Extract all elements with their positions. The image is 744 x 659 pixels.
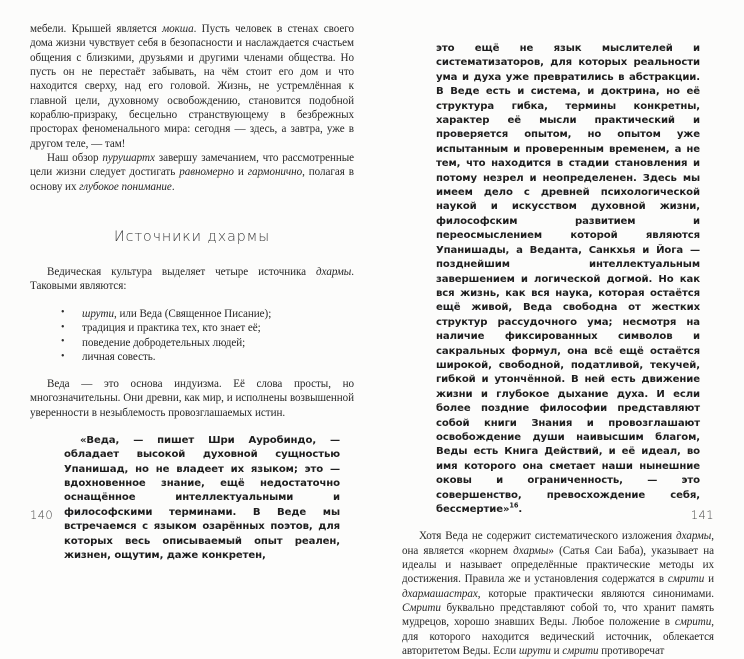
right-page-text-column	[402, 22, 714, 659]
quote-part2-tail: .	[518, 504, 523, 515]
para2-text-b: завершу замечанием, что рассмотренные цели жизни следует достигать	[30, 152, 354, 179]
list-item-0-text: , или Веда (Священное Писание);	[114, 307, 272, 320]
section-heading: Источники дхармы	[114, 229, 270, 246]
quote-text-part2	[436, 42, 700, 517]
para5-italic-smriti-1: смрити	[667, 573, 705, 586]
list-item-3-text: личная совесть.	[82, 351, 156, 364]
paragraph-four-sources-intro	[30, 265, 354, 294]
para5-italic-smriti-4: смрити	[562, 645, 599, 658]
page-number-right: 141	[690, 508, 714, 522]
pull-quote-aurobindo-part1	[30, 434, 354, 564]
list-item	[61, 307, 354, 322]
para1-text-b: . Пусть человек в стенах своего дома жизни чувствует себя в безопасности и наслаждается счастьем общения с близкими, друзьями и другими членами общества. Но пусть он не перестаёт забывать, на чём стоит его дом и что находится сверху, над его головой. Жизнь, не устремлённая к главной цели, духовному освобождению, становится подобной кораблю-призраку, бесцельно странствующему в безбрежных просторах феноменального мира: сегодня — здесь, а завтра, уже в другом теле, — там!	[30, 23, 354, 150]
dharma-sources-list	[30, 307, 354, 365]
para5-text-a: Хотя Веда не содержит систематического изложения	[419, 530, 677, 543]
para3-italic-dharma: дхармы	[316, 266, 352, 279]
right-page	[372, 0, 744, 658]
para3-text-a: Ведическая культура выделяет четыре источника	[47, 266, 317, 279]
list-item-0-italic: шрути	[82, 307, 115, 320]
para2-text-d: , полагая в основу их	[30, 166, 354, 193]
list-item-1-text: традиция и практика тех, кто знает её;	[82, 322, 261, 335]
para3-text-b: . Таковыми являются:	[30, 266, 354, 293]
para2-text-e: .	[171, 180, 175, 193]
page-number-left: 140	[30, 508, 54, 522]
para2-italic-ravnomerno: равномерно	[179, 166, 234, 179]
para5-italic-dharmy-1: дхармы	[676, 530, 712, 543]
list-item	[61, 321, 354, 336]
paragraph-veda-foundation: Веда — это основа индуизма. Её слова просты, но многозначительны. Они древни, как мир, и исполнены возвышенной уверенности в незыблемость провозглашаемых истин.	[30, 377, 354, 419]
para2-italic-glubokoe-ponimanie: глубокое понимание	[79, 180, 172, 193]
para1-text-a: мебели. Крышей является	[30, 23, 163, 35]
list-item	[61, 336, 354, 351]
list-item-2-text: поведение добродетельных людей;	[82, 336, 246, 349]
quote-text-part1: «Веда, — пишет Шри Ауробиндо, — обладает высокой духовной сущностью Упанишад, но не владеет их языком; это — вдохновенное знание, ещё недостаточно оснащённое интеллектуальными и философскими терминами. В Веде мы встречаемся с языком озарённых поэтов, для которых весь описываемый опыт реален, жизнен, ощутим, даже конкретен,	[64, 434, 340, 562]
paragraph-purushartha-summary	[30, 151, 354, 194]
para5-text-i: противоречат	[598, 645, 665, 658]
para5-italic-dharmashastrah: дхармашастрах	[402, 587, 478, 600]
para5-text-g: , для которого находится ведический источник, облекается авторитетом Веды. Если	[402, 616, 714, 658]
quote-part2-body: это ещё не язык мыслителей и систематизаторов, для которых реальности ума и духа уже превратились в абстракции. В Веде есть и система, и доктрина, но её структура гибка, термины конкретны, характер её мысли практический и проверяется опытом, но опытом уже испытанным и проверенным временем, а не тем, что находится в стадии становления и потому незрел и неопределенен. Здесь мы имеем дело с древней психологической наукой и искусством духовной жизни, философским развитием и переосмыслением которой являются Упанишады, а Веданта, Санкхья и Йога — позднейшим интеллектуальным завершением и логической догмой. Но как вся жизнь, как вся наука, которая остаётся ещё живой, Веда свободна от жестких структур рассудочного ума; несмотря на наличие фиксированных символов и сакральных формул, она всё ещё остаётся широкой, свободной, податливой, текучей, гибкой и утончённой. В ней есть движение жизни и глубокое дыхание духа. И если более поздние философии представляют собой книги Знания и провозглашают освобождение души наивысшим благом, Веды есть Книга Действий, и её идеал, во имя которого она сметает наши нынешние оковы и ограниченность, — это совершенство, превосхождение себя, бессмертие»	[436, 43, 700, 515]
paragraph-continuation-mokша	[30, 22, 354, 151]
para5-italic-smriti-2: Смрити	[402, 602, 441, 615]
pull-quote-aurobindo-part2	[402, 42, 714, 517]
para1-italic-moksha: мокша	[162, 23, 194, 35]
para5-text-e: , которые практически являются синонимами.	[477, 587, 714, 600]
para5-italic-smriti-3: смрити	[674, 616, 712, 629]
para2-text-a: Наш обзор	[47, 152, 103, 165]
para5-italic-dharmy-2: дхармы	[513, 544, 549, 557]
paragraph-smriti-dharmashastra	[402, 529, 714, 658]
para5-text-b: , она является «корнем	[402, 530, 714, 557]
left-page	[0, 0, 372, 562]
para5-text-c: » (Сатья Саи Баба), указывает на идеалы и называет определённые практические методы их достижения. Правила же и установления содержатся в	[402, 544, 715, 586]
footnote-marker: 16	[509, 501, 519, 510]
para5-text-h: и	[550, 645, 563, 658]
para2-italic-purushartha: пурушартх	[102, 152, 155, 165]
para2-text-c: и	[233, 166, 248, 179]
para5-text-d: и	[704, 573, 714, 586]
para5-text-f: буквально представляют собой то, что хранит память мудрецов, хорошо знавших Веды. Любое положение в	[402, 602, 714, 629]
list-item	[61, 350, 354, 365]
left-page-text-column	[30, 22, 354, 564]
para5-italic-shruti: шрути	[518, 645, 551, 658]
para2-italic-garmonichno: гармонично	[247, 166, 303, 179]
